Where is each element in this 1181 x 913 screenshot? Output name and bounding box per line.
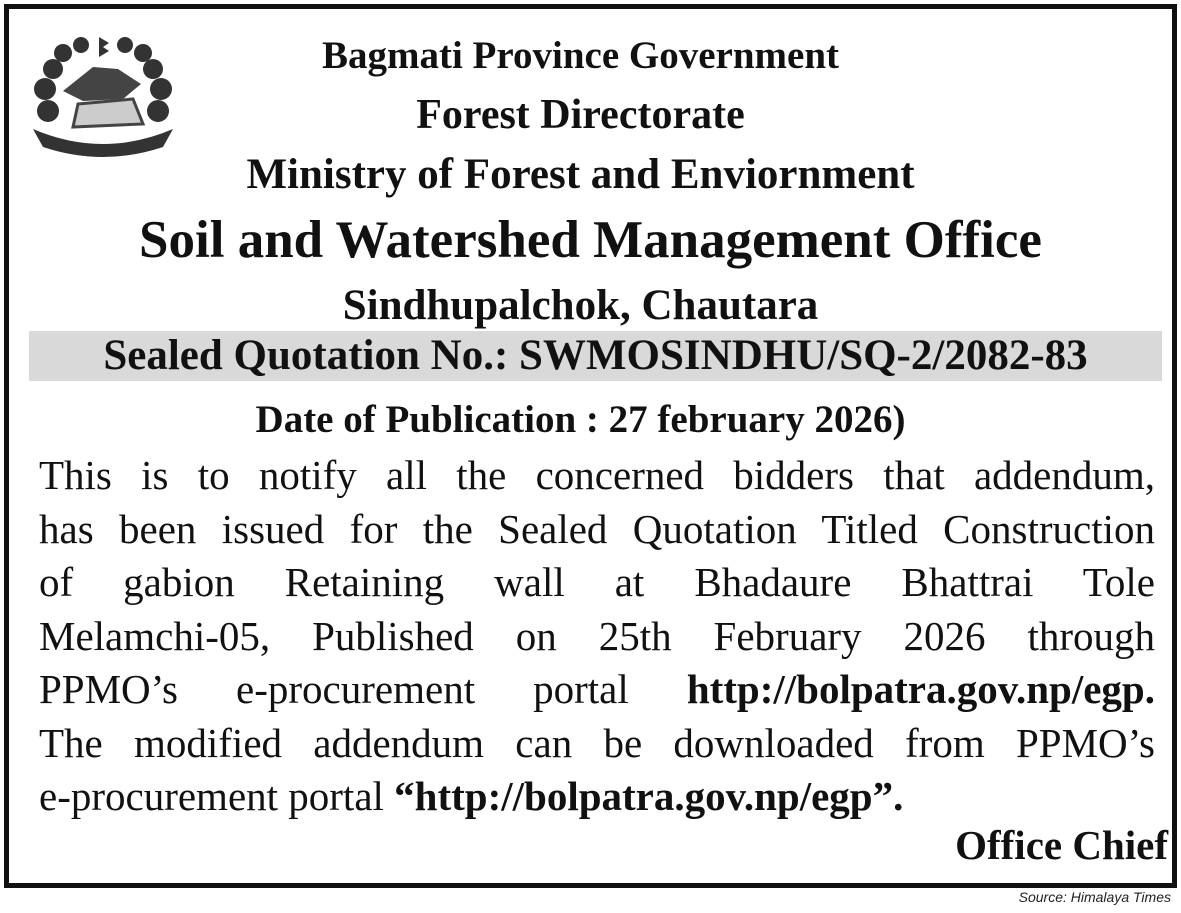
body-text: PPMO’s e-procurement portal [39, 666, 687, 712]
heading-ministry: Ministry of Forest and Enviornment [246, 151, 915, 198]
body-line: Melamchi-05, Published on 25th February 2026 through [39, 612, 1155, 659]
portal-link[interactable]: http://bolpatra.gov.np/egp. [686, 666, 1155, 712]
notice-frame [4, 4, 1177, 888]
heading-directorate: Forest Directorate [416, 92, 745, 138]
heading-location: Sindhupalchok, Chautara [342, 282, 819, 329]
body-text: e-procurement portal [39, 773, 395, 819]
source-credit: Source: Himalaya Times [1018, 889, 1171, 905]
body-line [39, 770, 1155, 824]
body-line: This is to notify all the concerned bidders that addendum, [39, 452, 1155, 498]
heading-government: Bagmati Province Government [321, 34, 840, 77]
signature: Office Chief [955, 822, 1168, 868]
heading-office: Soil and Watershed Management Office [139, 211, 1042, 269]
body-line: of gabion Retaining wall at Bhadaure Bhattrai Tole [39, 559, 1155, 605]
body-line [39, 663, 1155, 717]
publication-date: Date of Publication : 27 february 2026) [255, 398, 906, 441]
body-line: has been issued for the Sealed Quotation Titled Construction [39, 505, 1155, 552]
quotation-number: Sealed Quotation No.: SWMOSINDHU/SQ-2/2082-83 [29, 331, 1162, 381]
notice-body [39, 449, 1155, 824]
portal-link[interactable]: “http://bolpatra.gov.np/egp”. [394, 773, 904, 819]
body-line: The modified addendum can be downloaded from PPMO’s [39, 719, 1155, 766]
